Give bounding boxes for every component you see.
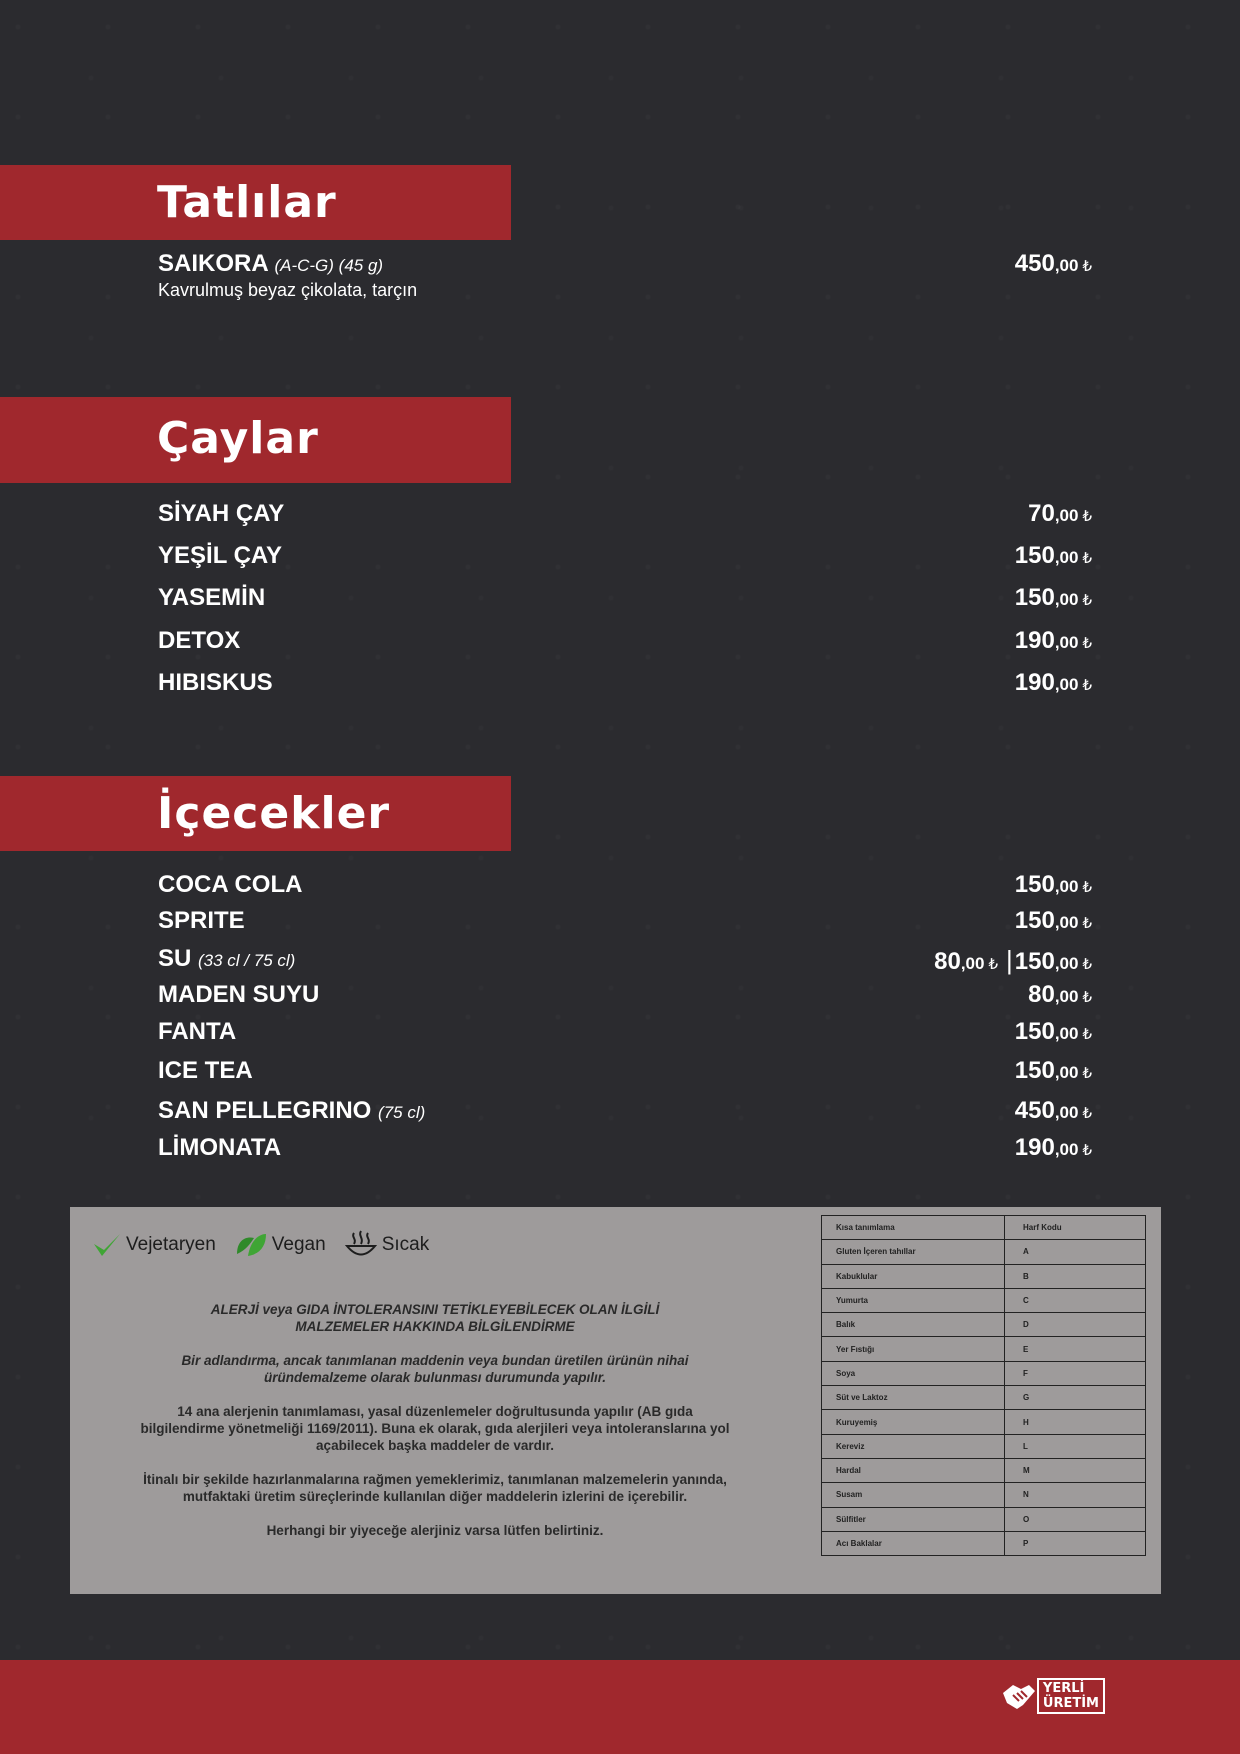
allergen-name: Süt ve Laktoz bbox=[822, 1386, 1005, 1410]
menu-item bbox=[158, 627, 1092, 659]
item-name: LİMONATA bbox=[158, 1134, 282, 1161]
item-price: 190,00 ₺ bbox=[1014, 1134, 1092, 1161]
section-header-desserts bbox=[0, 165, 511, 240]
item-price: 150,00 ₺ bbox=[1014, 584, 1092, 611]
allergen-name: Hardal bbox=[822, 1458, 1005, 1482]
table-row bbox=[822, 1264, 1146, 1288]
item-price: 150,00 ₺ bbox=[1014, 542, 1092, 569]
item-description: Kavrulmuş beyaz çikolata, tarçın bbox=[158, 280, 418, 300]
allergen-name: Sülfitler bbox=[822, 1507, 1005, 1531]
allergen-code: H bbox=[1005, 1410, 1146, 1434]
legend-vegetarian: Vejetaryen bbox=[92, 1231, 216, 1259]
menu-item bbox=[158, 1097, 1092, 1129]
menu-item bbox=[158, 669, 1092, 701]
menu-item bbox=[158, 542, 1092, 574]
allergen-name: Kereviz bbox=[822, 1434, 1005, 1458]
item-price: 80,00 ₺ bbox=[1028, 981, 1092, 1008]
item-price: 190,00 ₺ bbox=[1014, 627, 1092, 654]
leaf-icon bbox=[234, 1230, 268, 1260]
allergen-name: Acı Baklalar bbox=[822, 1531, 1005, 1555]
item-price: 190,00 ₺ bbox=[1014, 669, 1092, 696]
allergen-code: O bbox=[1005, 1507, 1146, 1531]
allergen-paragraph: 14 ana alerjenin tanımlaması, yasal düzenlemeler doğrultusunda yapılır (AB gıda bilgilendirme yönetmeliği 1169/2011). Buna ek olarak, gıda alerjileri veya intoleranslarına yol açabilecek başka maddeler de vardır. bbox=[140, 1404, 730, 1453]
allergen-table bbox=[821, 1215, 1146, 1556]
price-separator: | bbox=[1006, 945, 1013, 975]
menu-item bbox=[158, 945, 1092, 977]
yerli-uretim-logo bbox=[1001, 1678, 1105, 1714]
item-price: 150,00 ₺ bbox=[1014, 1057, 1092, 1084]
table-row bbox=[822, 1386, 1146, 1410]
item-name: ICE TEA bbox=[158, 1057, 253, 1084]
item-price: 450,00 ₺ bbox=[1014, 1097, 1092, 1124]
table-row bbox=[822, 1240, 1146, 1264]
menu-item bbox=[158, 250, 1092, 300]
menu-item bbox=[158, 584, 1092, 616]
header-code: Harf Kodu bbox=[1005, 1216, 1146, 1240]
table-row bbox=[822, 1288, 1146, 1312]
menu-item bbox=[158, 1134, 1092, 1166]
menu-item bbox=[158, 500, 1092, 532]
table-row bbox=[822, 1361, 1146, 1385]
menu-item bbox=[158, 907, 1092, 939]
table-header-row bbox=[822, 1216, 1146, 1240]
section-header-drinks bbox=[0, 776, 511, 851]
item-name: SPRITE bbox=[158, 907, 245, 934]
allergen-paragraph: Bir adlandırma, ancak tanımlanan maddenin veya bundan üretilen ürünün nihai üründemalzeme olarak bulunması durumunda yapılır. bbox=[181, 1353, 689, 1385]
table-row bbox=[822, 1507, 1146, 1531]
item-name: YASEMİN bbox=[158, 584, 266, 611]
allergen-name: Yer Fıstığı bbox=[822, 1337, 1005, 1361]
item-name: SU (33 cl / 75 cl) bbox=[158, 945, 296, 972]
vegetarian-check-icon bbox=[92, 1231, 122, 1259]
item-price: 450,00 ₺ bbox=[1014, 250, 1092, 277]
menu-item bbox=[158, 1057, 1092, 1089]
allergen-paragraph: İtinalı bir şekilde hazırlanmalarına rağmen yemeklerimiz, tanımlanan malzemelerin yanında, mutfaktaki üretim süreçlerinde kullanılan diğer maddelerin izlerini de içerebilir. bbox=[143, 1472, 727, 1504]
allergen-code: L bbox=[1005, 1434, 1146, 1458]
table-row bbox=[822, 1458, 1146, 1482]
table-row bbox=[822, 1337, 1146, 1361]
item-name: MADEN SUYU bbox=[158, 981, 320, 1008]
allergen-code: D bbox=[1005, 1313, 1146, 1337]
allergen-name: Gluten İçeren tahıllar bbox=[822, 1240, 1005, 1264]
allergen-code: F bbox=[1005, 1361, 1146, 1385]
allergen-code: G bbox=[1005, 1386, 1146, 1410]
table-row bbox=[822, 1483, 1146, 1507]
section-title: Tatlılar bbox=[157, 177, 337, 228]
allergen-code: E bbox=[1005, 1337, 1146, 1361]
allergen-paragraph: Herhangi bir yiyeceğe alerjiniz varsa lütfen belirtiniz. bbox=[266, 1523, 604, 1538]
section-header-teas bbox=[0, 397, 511, 483]
menu-item bbox=[158, 981, 1092, 1013]
item-name: SİYAH ÇAY bbox=[158, 500, 285, 527]
header-name: Kısa tanımlama bbox=[822, 1216, 1005, 1240]
footer-band bbox=[0, 1660, 1240, 1754]
item-price: 150,00 ₺ bbox=[1014, 1018, 1092, 1045]
table-row bbox=[822, 1313, 1146, 1337]
item-name: SAIKORA (A-C-G) (45 g) bbox=[158, 250, 384, 277]
item-name: DETOX bbox=[158, 627, 241, 654]
item-note: (33 cl / 75 cl) bbox=[198, 951, 296, 970]
menu-item bbox=[158, 1018, 1092, 1050]
item-name: YEŞİL ÇAY bbox=[158, 542, 283, 569]
item-name: FANTA bbox=[158, 1018, 237, 1045]
allergen-code: B bbox=[1005, 1264, 1146, 1288]
allergen-name: Soya bbox=[822, 1361, 1005, 1385]
allergen-name: Kabuklular bbox=[822, 1264, 1005, 1288]
section-title: Çaylar bbox=[157, 413, 319, 464]
diet-legend bbox=[92, 1229, 447, 1261]
legend-vegan: Vegan bbox=[234, 1230, 326, 1260]
item-price: 150,00 ₺ bbox=[1014, 871, 1092, 898]
item-note: (75 cl) bbox=[378, 1103, 426, 1122]
table-row bbox=[822, 1531, 1146, 1555]
item-note: (A-C-G) (45 g) bbox=[274, 256, 384, 275]
handshake-icon bbox=[1001, 1679, 1037, 1713]
steam-bowl-icon bbox=[344, 1229, 378, 1261]
allergen-code: C bbox=[1005, 1288, 1146, 1312]
allergen-heading: ALERJİ veya GIDA İNTOLERANSINI TETİKLEYEBİLECEK OLAN İLGİLİ MALZEMELER HAKKINDA BİLGİLENDİRME bbox=[210, 1302, 660, 1334]
item-price: 70,00 ₺ bbox=[1028, 500, 1092, 527]
menu-item bbox=[158, 871, 1092, 903]
allergen-name: Yumurta bbox=[822, 1288, 1005, 1312]
table-row bbox=[822, 1434, 1146, 1458]
section-title: İçecekler bbox=[157, 788, 391, 839]
item-name: COCA COLA bbox=[158, 871, 303, 898]
allergen-panel bbox=[70, 1207, 1161, 1594]
allergen-code: N bbox=[1005, 1483, 1146, 1507]
allergen-code: P bbox=[1005, 1531, 1146, 1555]
allergen-name: Balık bbox=[822, 1313, 1005, 1337]
logo-text: YERLİ ÜRETİM bbox=[1037, 1678, 1105, 1714]
allergen-name: Susam bbox=[822, 1483, 1005, 1507]
item-price: 80,00 ₺ |150,00 ₺ bbox=[934, 945, 1092, 975]
item-name: SAN PELLEGRINO (75 cl) bbox=[158, 1097, 426, 1124]
item-name: HIBISKUS bbox=[158, 669, 273, 696]
allergen-information bbox=[80, 1301, 790, 1556]
allergen-name: Kuruyemiş bbox=[822, 1410, 1005, 1434]
allergen-code: M bbox=[1005, 1458, 1146, 1482]
table-row bbox=[822, 1410, 1146, 1434]
item-price: 150,00 ₺ bbox=[1014, 907, 1092, 934]
legend-hot: Sıcak bbox=[344, 1229, 430, 1261]
allergen-code: A bbox=[1005, 1240, 1146, 1264]
